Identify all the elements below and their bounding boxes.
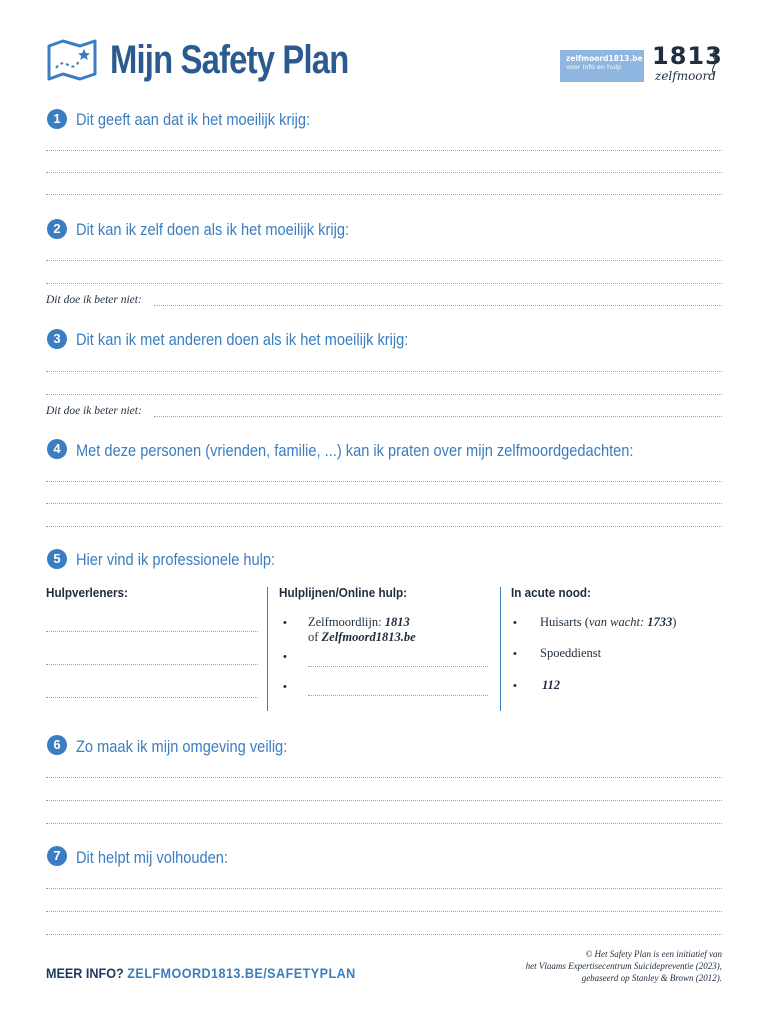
write-line[interactable] <box>46 481 722 482</box>
write-line[interactable] <box>154 305 722 306</box>
helpline-site <box>308 630 416 645</box>
section-4-number: 4 <box>47 439 67 459</box>
bullet: • <box>513 648 517 660</box>
write-line[interactable] <box>46 260 722 261</box>
section-5-heading: Hier vind ik professionele hulp: <box>76 550 276 569</box>
write-line[interactable] <box>46 664 258 665</box>
brand-site: zelfmoord1813.be <box>566 54 643 63</box>
write-line[interactable] <box>46 503 722 504</box>
write-line[interactable] <box>46 194 722 195</box>
helpline-label: Zelfmoordlijn: <box>308 615 385 629</box>
bullet: • <box>283 617 287 629</box>
bullet: • <box>283 651 287 663</box>
bullet: • <box>513 680 517 692</box>
write-line[interactable] <box>308 695 488 696</box>
section-5-number: 5 <box>47 549 67 569</box>
page-title: Mijn Safety Plan <box>110 38 349 82</box>
brand-tagline: voor info en hulp <box>566 62 622 71</box>
write-line[interactable] <box>154 416 722 417</box>
section-7-number: 7 <box>47 846 67 866</box>
credit-line: het Vlaams Expertisecentrum Suicidepreventie (2023), <box>525 961 722 972</box>
section-3-number: 3 <box>47 329 67 349</box>
acute-spoeddienst: Spoeddienst <box>540 646 602 660</box>
bullet: • <box>283 681 287 693</box>
swirl-icon <box>707 46 721 76</box>
helpline-or: of <box>308 630 322 644</box>
section-3-avoid-label: Dit doe ik beter niet: <box>46 405 142 417</box>
section-1-number: 1 <box>47 109 67 129</box>
helpline-site-link: Zelfmoord1813.be <box>321 630 416 644</box>
write-line[interactable] <box>46 823 722 824</box>
write-line[interactable] <box>46 394 722 395</box>
write-line[interactable] <box>46 800 722 801</box>
write-line[interactable] <box>46 172 722 173</box>
write-line[interactable] <box>46 697 258 698</box>
write-line[interactable] <box>46 371 722 372</box>
write-line[interactable] <box>46 631 258 632</box>
write-line[interactable] <box>46 888 722 889</box>
acute-huisarts <box>540 615 676 630</box>
help-col-2-title: Hulplijnen/Online hulp: <box>279 585 408 600</box>
brand-number: 1813 <box>652 42 723 70</box>
map-icon <box>46 38 98 82</box>
helpline-zelfmoordlijn <box>308 615 410 630</box>
footer-credits <box>526 948 722 984</box>
footer-label: MEER INFO? <box>46 965 128 981</box>
huisarts-number: 1733 <box>647 615 673 629</box>
section-2-heading: Dit kan ik zelf doen als ik het moeilijk krijg: <box>76 220 350 239</box>
section-4-heading: Met deze personen (vrienden, familie, ...) kan ik praten over mijn zelfmoordgedachten: <box>76 441 634 460</box>
help-col-3-title: In acute nood: <box>511 585 591 600</box>
section-6-number: 6 <box>47 735 67 755</box>
write-line[interactable] <box>46 283 722 284</box>
write-line[interactable] <box>46 934 722 935</box>
write-line[interactable] <box>46 777 722 778</box>
write-line[interactable] <box>46 150 722 151</box>
huisarts-label: Huisarts ( <box>540 615 589 629</box>
helpline-number: 1813 <box>384 615 410 629</box>
huisarts-note: van wacht: <box>588 615 648 629</box>
write-line[interactable] <box>308 666 488 667</box>
section-2-avoid-label: Dit doe ik beter niet: <box>46 294 142 306</box>
footer-more-info <box>46 965 356 981</box>
emergency-number: 112 <box>542 678 561 692</box>
credit-line: © Het Safety Plan is een initiatief van <box>585 949 722 959</box>
section-7-heading: Dit helpt mij volhouden: <box>76 848 228 867</box>
huisarts-close: ) <box>672 615 677 629</box>
section-1-heading: Dit geeft aan dat ik het moeilijk krijg: <box>76 110 311 129</box>
footer-link[interactable]: ZELFMOORD1813.BE/SAFETYPLAN <box>127 965 356 981</box>
column-divider <box>267 587 268 711</box>
column-divider <box>500 587 501 711</box>
credit-line: gebaseerd op Stanley & Brown (2012). <box>581 973 722 984</box>
section-2-number: 2 <box>47 219 67 239</box>
write-line[interactable] <box>46 526 722 527</box>
brand-badge <box>560 50 644 82</box>
bullet: • <box>513 617 517 629</box>
help-col-1-title: Hulpverleners: <box>46 585 128 600</box>
brand-word: zelfmoord <box>655 69 716 83</box>
acute-112 <box>542 678 560 693</box>
write-line[interactable] <box>46 911 722 912</box>
section-6-heading: Zo maak ik mijn omgeving veilig: <box>76 737 288 756</box>
section-3-heading: Dit kan ik met anderen doen als ik het moeilijk krijg: <box>76 330 409 349</box>
